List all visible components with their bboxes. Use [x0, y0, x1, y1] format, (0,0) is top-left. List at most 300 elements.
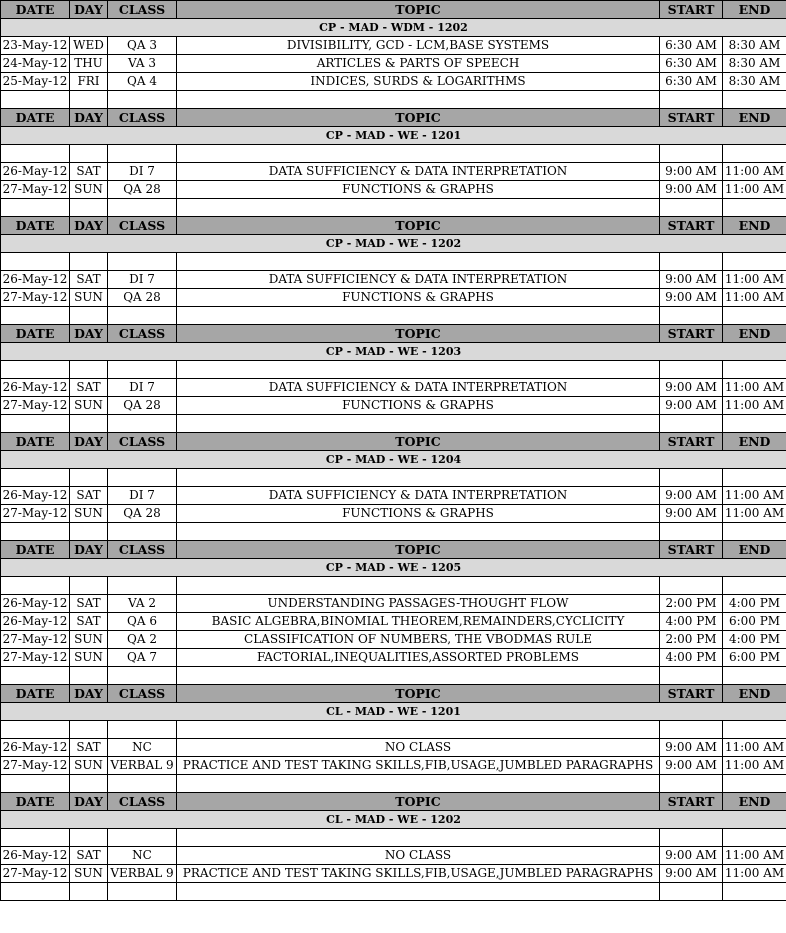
- blank-cell-topic: [177, 253, 660, 271]
- blank-cell-topic: [177, 775, 660, 793]
- table-row: [1, 847, 786, 865]
- table-row: [1, 595, 786, 613]
- blank-cell-start: [660, 883, 723, 901]
- column-header-class: CLASS: [108, 685, 177, 703]
- blank-cell-start: [660, 469, 723, 487]
- blank-cell-day: [70, 415, 108, 433]
- blank-cell-class: [108, 829, 177, 847]
- cell-date: 27-May-12: [1, 181, 70, 199]
- cell-topic: FUNCTIONS & GRAPHS: [177, 181, 660, 199]
- table-row: [1, 37, 786, 55]
- column-header-day: DAY: [70, 685, 108, 703]
- blank-cell-end: [723, 145, 786, 163]
- blank-cell-date: [1, 307, 70, 325]
- blank-cell-topic: [177, 145, 660, 163]
- blank-cell-end: [723, 667, 786, 685]
- blank-cell-date: [1, 253, 70, 271]
- blank-cell-date: [1, 667, 70, 685]
- cell-day: SUN: [70, 631, 108, 649]
- cell-end: 11:00 AM: [723, 289, 786, 307]
- spacer-row: [1, 145, 786, 163]
- cell-date: 26-May-12: [1, 487, 70, 505]
- table-row: [1, 397, 786, 415]
- blank-cell-topic: [177, 721, 660, 739]
- column-header-date: DATE: [1, 1, 70, 19]
- blank-cell-end: [723, 469, 786, 487]
- blank-cell-end: [723, 199, 786, 217]
- cell-class: NC: [108, 739, 177, 757]
- cell-end: 11:00 AM: [723, 847, 786, 865]
- cell-topic: DIVISIBILITY, GCD - LCM,BASE SYSTEMS: [177, 37, 660, 55]
- blank-cell-class: [108, 721, 177, 739]
- cell-topic: FUNCTIONS & GRAPHS: [177, 289, 660, 307]
- table-row: [1, 271, 786, 289]
- column-header-row: [1, 685, 786, 703]
- spacer-row: [1, 883, 786, 901]
- cell-topic: NO CLASS: [177, 739, 660, 757]
- table-row: [1, 739, 786, 757]
- column-header-end: END: [723, 217, 786, 235]
- cell-topic: FACTORIAL,INEQUALITIES,ASSORTED PROBLEMS: [177, 649, 660, 667]
- blank-cell-day: [70, 199, 108, 217]
- batch-title-row: [1, 559, 786, 577]
- blank-cell-date: [1, 361, 70, 379]
- cell-day: SAT: [70, 739, 108, 757]
- blank-cell-topic: [177, 577, 660, 595]
- column-header-day: DAY: [70, 433, 108, 451]
- cell-date: 27-May-12: [1, 397, 70, 415]
- column-header-start: START: [660, 109, 723, 127]
- column-header-class: CLASS: [108, 433, 177, 451]
- cell-date: 23-May-12: [1, 37, 70, 55]
- blank-cell-date: [1, 829, 70, 847]
- batch-title: CP - MAD - WDM - 1202: [1, 19, 786, 37]
- column-header-day: DAY: [70, 109, 108, 127]
- column-header-topic: TOPIC: [177, 433, 660, 451]
- cell-class: QA 28: [108, 505, 177, 523]
- blank-cell-topic: [177, 667, 660, 685]
- cell-topic: FUNCTIONS & GRAPHS: [177, 397, 660, 415]
- cell-start: 6:30 AM: [660, 55, 723, 73]
- cell-class: QA 28: [108, 289, 177, 307]
- spacer-row: [1, 667, 786, 685]
- blank-cell-start: [660, 577, 723, 595]
- blank-cell-class: [108, 415, 177, 433]
- column-header-row: [1, 109, 786, 127]
- table-row: [1, 757, 786, 775]
- column-header-start: START: [660, 1, 723, 19]
- cell-topic: UNDERSTANDING PASSAGES-THOUGHT FLOW: [177, 595, 660, 613]
- blank-cell-day: [70, 523, 108, 541]
- batch-title-row: [1, 127, 786, 145]
- cell-start: 9:00 AM: [660, 379, 723, 397]
- blank-cell-topic: [177, 883, 660, 901]
- column-header-row: [1, 433, 786, 451]
- blank-cell-day: [70, 667, 108, 685]
- blank-cell-date: [1, 469, 70, 487]
- batch-title: CP - MAD - WE - 1202: [1, 235, 786, 253]
- cell-end: 11:00 AM: [723, 739, 786, 757]
- column-header-date: DATE: [1, 685, 70, 703]
- spacer-row: [1, 415, 786, 433]
- blank-cell-start: [660, 829, 723, 847]
- column-header-class: CLASS: [108, 1, 177, 19]
- column-header-row: [1, 217, 786, 235]
- column-header-start: START: [660, 541, 723, 559]
- blank-cell-end: [723, 883, 786, 901]
- column-header-topic: TOPIC: [177, 1, 660, 19]
- blank-cell-date: [1, 775, 70, 793]
- spacer-row: [1, 199, 786, 217]
- column-header-day: DAY: [70, 793, 108, 811]
- blank-cell-end: [723, 415, 786, 433]
- blank-cell-day: [70, 307, 108, 325]
- blank-cell-date: [1, 577, 70, 595]
- cell-date: 27-May-12: [1, 505, 70, 523]
- cell-topic: DATA SUFFICIENCY & DATA INTERPRETATION: [177, 271, 660, 289]
- blank-cell-day: [70, 145, 108, 163]
- blank-cell-topic: [177, 199, 660, 217]
- blank-cell-class: [108, 667, 177, 685]
- blank-cell-topic: [177, 307, 660, 325]
- column-header-row: [1, 541, 786, 559]
- cell-day: SAT: [70, 595, 108, 613]
- column-header-topic: TOPIC: [177, 325, 660, 343]
- column-header-day: DAY: [70, 541, 108, 559]
- cell-start: 9:00 AM: [660, 847, 723, 865]
- column-header-start: START: [660, 217, 723, 235]
- blank-cell-start: [660, 91, 723, 109]
- cell-topic: PRACTICE AND TEST TAKING SKILLS,FIB,USAGE,JUMBLED PARAGRAPHS: [177, 865, 660, 883]
- blank-cell-topic: [177, 361, 660, 379]
- cell-topic: DATA SUFFICIENCY & DATA INTERPRETATION: [177, 163, 660, 181]
- column-header-topic: TOPIC: [177, 217, 660, 235]
- cell-date: 25-May-12: [1, 73, 70, 91]
- blank-cell-date: [1, 523, 70, 541]
- column-header-topic: TOPIC: [177, 541, 660, 559]
- cell-topic: INDICES, SURDS & LOGARITHMS: [177, 73, 660, 91]
- column-header-class: CLASS: [108, 217, 177, 235]
- cell-end: 11:00 AM: [723, 505, 786, 523]
- batch-title-row: [1, 451, 786, 469]
- blank-cell-class: [108, 883, 177, 901]
- blank-cell-topic: [177, 523, 660, 541]
- spacer-row: [1, 829, 786, 847]
- blank-cell-end: [723, 775, 786, 793]
- column-header-day: DAY: [70, 217, 108, 235]
- cell-class: QA 28: [108, 397, 177, 415]
- batch-title-row: [1, 19, 786, 37]
- cell-day: SUN: [70, 757, 108, 775]
- spacer-row: [1, 721, 786, 739]
- blank-cell-day: [70, 361, 108, 379]
- cell-end: 11:00 AM: [723, 757, 786, 775]
- cell-day: SAT: [70, 379, 108, 397]
- cell-end: 11:00 AM: [723, 379, 786, 397]
- table-row: [1, 631, 786, 649]
- cell-class: DI 7: [108, 271, 177, 289]
- column-header-start: START: [660, 325, 723, 343]
- column-header-start: START: [660, 685, 723, 703]
- blank-cell-day: [70, 91, 108, 109]
- column-header-class: CLASS: [108, 325, 177, 343]
- blank-cell-class: [108, 145, 177, 163]
- cell-day: SAT: [70, 613, 108, 631]
- cell-day: WED: [70, 37, 108, 55]
- column-header-date: DATE: [1, 541, 70, 559]
- blank-cell-class: [108, 577, 177, 595]
- blank-cell-date: [1, 721, 70, 739]
- column-header-date: DATE: [1, 793, 70, 811]
- batch-title: CL - MAD - WE - 1201: [1, 703, 786, 721]
- cell-start: 6:30 AM: [660, 37, 723, 55]
- blank-cell-start: [660, 199, 723, 217]
- column-header-date: DATE: [1, 109, 70, 127]
- cell-end: 11:00 AM: [723, 163, 786, 181]
- cell-day: SUN: [70, 289, 108, 307]
- column-header-end: END: [723, 541, 786, 559]
- blank-cell-start: [660, 145, 723, 163]
- cell-end: 8:30 AM: [723, 55, 786, 73]
- cell-class: QA 2: [108, 631, 177, 649]
- column-header-row: [1, 1, 786, 19]
- column-header-topic: TOPIC: [177, 109, 660, 127]
- spacer-row: [1, 775, 786, 793]
- column-header-end: END: [723, 433, 786, 451]
- column-header-topic: TOPIC: [177, 685, 660, 703]
- blank-cell-class: [108, 91, 177, 109]
- blank-cell-date: [1, 883, 70, 901]
- cell-class: VERBAL 9: [108, 865, 177, 883]
- cell-date: 24-May-12: [1, 55, 70, 73]
- blank-cell-start: [660, 361, 723, 379]
- cell-day: SUN: [70, 181, 108, 199]
- cell-start: 9:00 AM: [660, 289, 723, 307]
- cell-topic: FUNCTIONS & GRAPHS: [177, 505, 660, 523]
- cell-class: VERBAL 9: [108, 757, 177, 775]
- blank-cell-topic: [177, 415, 660, 433]
- cell-end: 6:00 PM: [723, 613, 786, 631]
- table-row: [1, 289, 786, 307]
- cell-start: 9:00 AM: [660, 865, 723, 883]
- blank-cell-class: [108, 199, 177, 217]
- blank-cell-end: [723, 829, 786, 847]
- cell-end: 11:00 AM: [723, 397, 786, 415]
- column-header-date: DATE: [1, 325, 70, 343]
- cell-end: 6:00 PM: [723, 649, 786, 667]
- cell-day: SUN: [70, 505, 108, 523]
- cell-start: 2:00 PM: [660, 631, 723, 649]
- blank-cell-end: [723, 91, 786, 109]
- cell-start: 9:00 AM: [660, 505, 723, 523]
- column-header-row: [1, 793, 786, 811]
- table-row: [1, 649, 786, 667]
- cell-start: 2:00 PM: [660, 595, 723, 613]
- cell-class: QA 3: [108, 37, 177, 55]
- table-row: [1, 487, 786, 505]
- blank-cell-topic: [177, 469, 660, 487]
- batch-title: CP - MAD - WE - 1205: [1, 559, 786, 577]
- cell-start: 4:00 PM: [660, 613, 723, 631]
- cell-day: SAT: [70, 847, 108, 865]
- column-header-end: END: [723, 793, 786, 811]
- cell-end: 8:30 AM: [723, 37, 786, 55]
- table-row: [1, 181, 786, 199]
- cell-date: 27-May-12: [1, 649, 70, 667]
- table-row: [1, 613, 786, 631]
- column-header-end: END: [723, 325, 786, 343]
- spacer-row: [1, 91, 786, 109]
- blank-cell-day: [70, 775, 108, 793]
- cell-date: 27-May-12: [1, 865, 70, 883]
- blank-cell-day: [70, 883, 108, 901]
- blank-cell-day: [70, 577, 108, 595]
- batch-title-row: [1, 703, 786, 721]
- blank-cell-date: [1, 415, 70, 433]
- blank-cell-end: [723, 253, 786, 271]
- cell-topic: BASIC ALGEBRA,BINOMIAL THEOREM,REMAINDERS,CYCLICITY: [177, 613, 660, 631]
- cell-start: 9:00 AM: [660, 487, 723, 505]
- cell-day: FRI: [70, 73, 108, 91]
- column-header-day: DAY: [70, 325, 108, 343]
- cell-end: 11:00 AM: [723, 865, 786, 883]
- cell-end: 4:00 PM: [723, 595, 786, 613]
- cell-date: 26-May-12: [1, 379, 70, 397]
- cell-day: SUN: [70, 397, 108, 415]
- column-header-day: DAY: [70, 1, 108, 19]
- blank-cell-day: [70, 253, 108, 271]
- cell-start: 9:00 AM: [660, 163, 723, 181]
- blank-cell-class: [108, 253, 177, 271]
- column-header-end: END: [723, 1, 786, 19]
- cell-start: 9:00 AM: [660, 181, 723, 199]
- cell-date: 26-May-12: [1, 613, 70, 631]
- cell-date: 27-May-12: [1, 757, 70, 775]
- spacer-row: [1, 307, 786, 325]
- blank-cell-end: [723, 577, 786, 595]
- cell-topic: DATA SUFFICIENCY & DATA INTERPRETATION: [177, 379, 660, 397]
- cell-day: SAT: [70, 163, 108, 181]
- cell-date: 27-May-12: [1, 289, 70, 307]
- cell-start: 9:00 AM: [660, 757, 723, 775]
- cell-date: 26-May-12: [1, 847, 70, 865]
- table-row: [1, 865, 786, 883]
- column-header-row: [1, 325, 786, 343]
- table-row: [1, 379, 786, 397]
- blank-cell-start: [660, 307, 723, 325]
- blank-cell-date: [1, 199, 70, 217]
- blank-cell-start: [660, 415, 723, 433]
- cell-topic: DATA SUFFICIENCY & DATA INTERPRETATION: [177, 487, 660, 505]
- blank-cell-topic: [177, 829, 660, 847]
- blank-cell-day: [70, 829, 108, 847]
- table-row: [1, 505, 786, 523]
- cell-topic: ARTICLES & PARTS OF SPEECH: [177, 55, 660, 73]
- cell-class: VA 2: [108, 595, 177, 613]
- blank-cell-end: [723, 721, 786, 739]
- column-header-class: CLASS: [108, 109, 177, 127]
- table-row: [1, 55, 786, 73]
- cell-start: 4:00 PM: [660, 649, 723, 667]
- column-header-start: START: [660, 433, 723, 451]
- cell-end: 11:00 AM: [723, 487, 786, 505]
- blank-cell-start: [660, 721, 723, 739]
- blank-cell-date: [1, 145, 70, 163]
- cell-end: 11:00 AM: [723, 271, 786, 289]
- spacer-row: [1, 361, 786, 379]
- cell-topic: CLASSIFICATION OF NUMBERS, THE VBODMAS RULE: [177, 631, 660, 649]
- blank-cell-date: [1, 91, 70, 109]
- blank-cell-class: [108, 361, 177, 379]
- schedule-body: [1, 1, 786, 901]
- batch-title: CL - MAD - WE - 1202: [1, 811, 786, 829]
- batch-title-row: [1, 811, 786, 829]
- cell-date: 26-May-12: [1, 271, 70, 289]
- cell-class: QA 6: [108, 613, 177, 631]
- column-header-end: END: [723, 685, 786, 703]
- batch-title: CP - MAD - WE - 1204: [1, 451, 786, 469]
- cell-day: SAT: [70, 487, 108, 505]
- cell-end: 8:30 AM: [723, 73, 786, 91]
- cell-class: QA 4: [108, 73, 177, 91]
- spacer-row: [1, 523, 786, 541]
- blank-cell-topic: [177, 91, 660, 109]
- cell-class: VA 3: [108, 55, 177, 73]
- blank-cell-class: [108, 469, 177, 487]
- cell-day: SUN: [70, 649, 108, 667]
- batch-title: CP - MAD - WE - 1203: [1, 343, 786, 361]
- batch-title-row: [1, 235, 786, 253]
- batch-title-row: [1, 343, 786, 361]
- cell-start: 6:30 AM: [660, 73, 723, 91]
- cell-class: DI 7: [108, 163, 177, 181]
- cell-start: 9:00 AM: [660, 397, 723, 415]
- blank-cell-start: [660, 253, 723, 271]
- cell-day: SAT: [70, 271, 108, 289]
- cell-start: 9:00 AM: [660, 739, 723, 757]
- cell-end: 4:00 PM: [723, 631, 786, 649]
- blank-cell-day: [70, 721, 108, 739]
- blank-cell-start: [660, 523, 723, 541]
- spacer-row: [1, 253, 786, 271]
- cell-day: SUN: [70, 865, 108, 883]
- column-header-topic: TOPIC: [177, 793, 660, 811]
- cell-class: QA 28: [108, 181, 177, 199]
- blank-cell-class: [108, 307, 177, 325]
- cell-date: 27-May-12: [1, 631, 70, 649]
- column-header-start: START: [660, 793, 723, 811]
- cell-date: 26-May-12: [1, 739, 70, 757]
- cell-day: THU: [70, 55, 108, 73]
- blank-cell-day: [70, 469, 108, 487]
- table-row: [1, 73, 786, 91]
- cell-class: NC: [108, 847, 177, 865]
- cell-class: DI 7: [108, 487, 177, 505]
- cell-start: 9:00 AM: [660, 271, 723, 289]
- cell-topic: NO CLASS: [177, 847, 660, 865]
- cell-class: DI 7: [108, 379, 177, 397]
- blank-cell-end: [723, 361, 786, 379]
- blank-cell-end: [723, 523, 786, 541]
- cell-date: 26-May-12: [1, 595, 70, 613]
- column-header-date: DATE: [1, 217, 70, 235]
- blank-cell-class: [108, 775, 177, 793]
- cell-date: 26-May-12: [1, 163, 70, 181]
- blank-cell-end: [723, 307, 786, 325]
- table-row: [1, 163, 786, 181]
- cell-end: 11:00 AM: [723, 181, 786, 199]
- spacer-row: [1, 577, 786, 595]
